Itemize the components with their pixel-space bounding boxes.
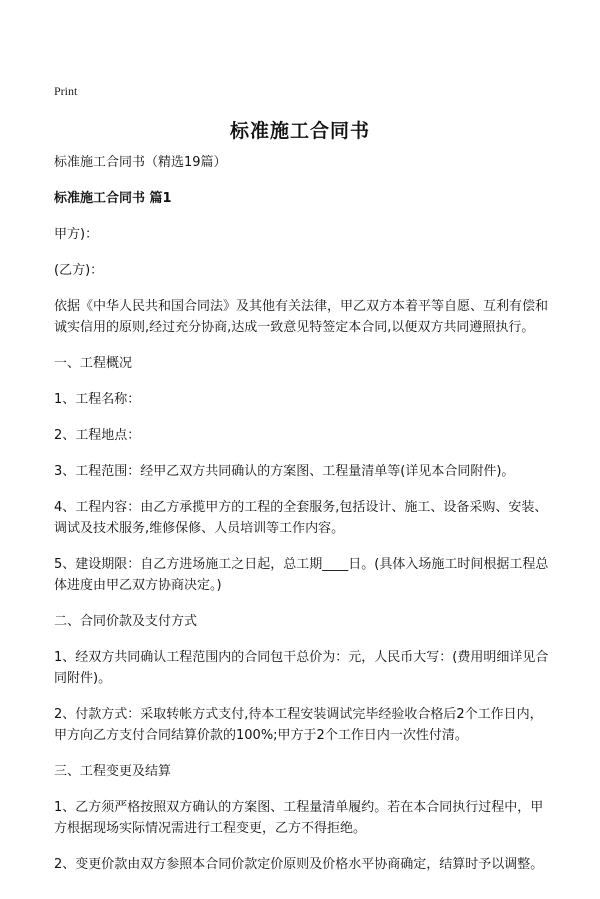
clause-heading: 三、工程变更及结算	[54, 764, 172, 779]
party-b-line: (乙方)：	[54, 263, 104, 278]
intro-paragraph: 依据《中华人民共和国合同法》及其他有关法律，甲乙双方本着平等自愿、互利有偿和诚实信用的原则,经过充分协商,达成一致意见特签定本合同,以便双方共同遵照执行。	[54, 299, 549, 335]
clause-heading: 二、合同价款及支付方式	[54, 614, 198, 629]
document-subtitle: 标准施工合同书（精选19篇）	[54, 155, 227, 170]
clause-item: 4、工程内容：由乙方承揽甲方的工程的全套服务,包括设计、施工、设备采购、安装、调试及技术服务,维修保修、人员培训等工作内容。	[54, 500, 548, 536]
clause-item: 1、乙方须严格按照双方确认的方案图、工程量清单履约。若在本合同执行过程中，甲方根据现场实际情况需进行工程变更，乙方不得拒绝。	[54, 800, 544, 836]
party-a-line: 甲方)：	[54, 227, 99, 242]
section-heading: 标准施工合同书 篇1	[54, 191, 172, 206]
print-label: Print	[54, 84, 78, 98]
clause-item: 2、付款方式：采取转帐方式支付,待本工程安装调试完毕经验收合格后2个工作日内，甲方向乙方支付合同结算价款的100%;甲方于2个工作日内一次性付清。	[54, 707, 543, 743]
clause-item: 5、建设期限：自乙方进场施工之日起，总工期____日。(具体入场施工时间根据工程总体进度由甲乙双方协商决定。)	[54, 557, 549, 593]
clause-item: 2、工程地点：	[54, 428, 141, 443]
clause-item: 1、工程名称：	[54, 392, 141, 407]
clause-item: 1、经双方共同确认工程范围内的合同包干总价为：元，人民币大写：(费用明细详见合同附件)。	[54, 650, 549, 686]
clause-item: 2、变更价款由双方参照本合同价款定价原则及价格水平协商确定，结算时予以调整。	[54, 857, 544, 872]
document-title: 标准施工合同书	[229, 120, 370, 142]
clause-item: 3、工程范围：经甲乙双方共同确认的方案图、工程量清单等(详见本合同附件)。	[54, 464, 515, 479]
document-body	[54, 152, 554, 890]
clause-heading: 一、工程概况	[54, 356, 133, 371]
